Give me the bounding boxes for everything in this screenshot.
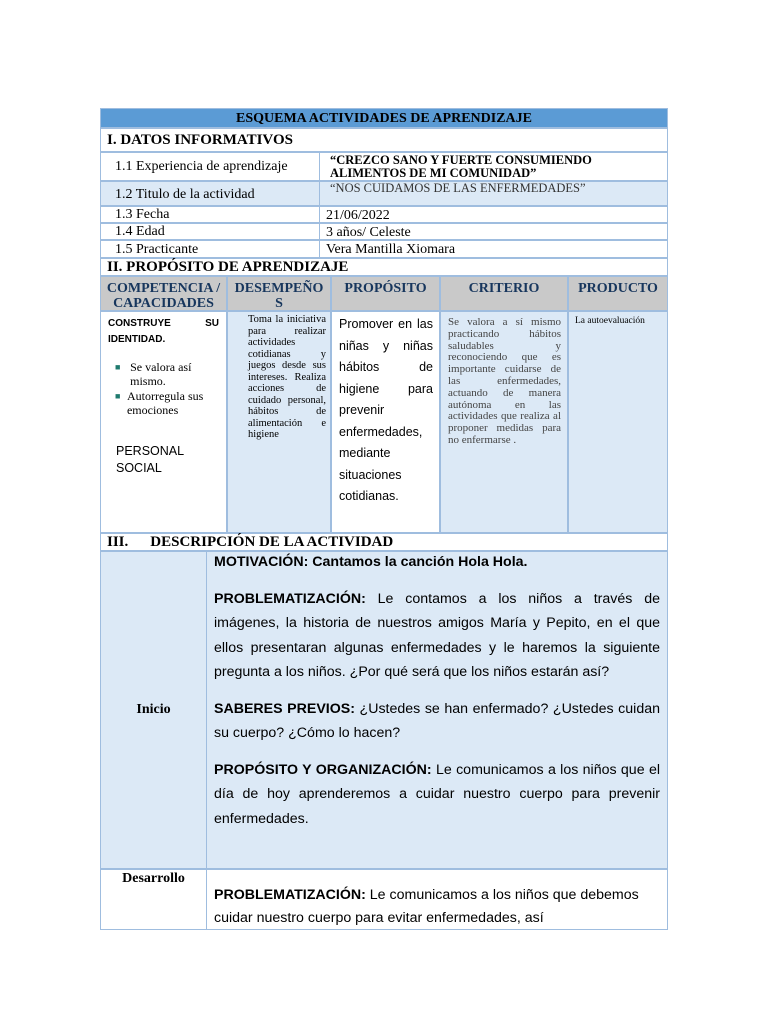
motivacion-paragraph <box>214 550 660 575</box>
list-item-text: Se valora así mismo. <box>130 360 192 388</box>
motivacion-label: MOTIVACIÓN: <box>214 554 309 570</box>
info-value: 21/06/2022 <box>326 208 390 223</box>
desarrollo-problematizacion-text: Le comunicamos a los niños que debemos cuidar nuestro cuerpo para evitar enfermedades, así <box>214 887 639 926</box>
cell-proposito: Promover en las niñas y niñas hábitos de higiene para prevenir enfermedades, mediante situaciones cotidianas. <box>331 311 440 533</box>
info-value: 3 años/ Celeste <box>326 225 411 240</box>
area-label: PERSONAL SOCIAL <box>116 444 184 475</box>
motivacion-text: Cantamos la canción Hola Hola. <box>312 554 528 570</box>
desarrollo-row <box>100 869 668 930</box>
info-label: 1.2 Titulo de la actividad <box>101 182 320 205</box>
proposito-label: PROPÓSITO Y ORGANIZACIÓN: <box>214 761 432 778</box>
list-item <box>108 360 219 388</box>
saberes-paragraph <box>214 697 660 746</box>
info-row-titulo <box>100 181 668 206</box>
info-value: “CREZCO SANO Y FUERTE CONSUMIENDO ALIMENTOS DE MI COMUNIDAD” <box>330 153 592 180</box>
desarrollo-problematizacion-paragraph <box>214 884 660 930</box>
desarrollo-content <box>206 869 668 930</box>
document-title: ESQUEMA ACTIVIDADES DE APRENDIZAJE <box>100 108 668 128</box>
header-producto: PRODUCTO <box>568 276 668 311</box>
header-proposito: PROPÓSITO <box>331 276 440 311</box>
section-1-heading: I. DATOS INFORMATIVOS <box>100 128 668 152</box>
proposito-text: Le comunicamos a los niños que el día de hoy aprenderemos a cuidar nuestro cuerpo para prevenir enfermedades. <box>214 761 660 827</box>
cell-criterio: Se valora a sí mismo practicando hábitos saludables y reconociendo que es importante cuidarse de las enfermedades, actuando de manera autónoma en las actividades que realiza al proponer medidas para no enfermarse . <box>440 311 568 533</box>
inicio-label: Inicio <box>100 551 207 869</box>
info-label: 1.3 Fecha <box>101 207 320 222</box>
cell-producto: La autoevaluación <box>568 311 668 533</box>
section-2-heading: II. PROPÓSITO DE APRENDIZAJE <box>100 258 668 276</box>
bullet-icon: ■ <box>115 362 121 372</box>
info-value: Vera Mantilla Xiomara <box>326 242 456 257</box>
info-label: 1.4 Edad <box>101 224 320 239</box>
problematizacion-paragraph <box>214 587 660 685</box>
list-item <box>108 389 219 417</box>
section-3-heading <box>100 533 668 551</box>
desarrollo-problematizacion-label: PROBLEMATIZACIÓN: <box>214 887 366 903</box>
section-3-number: III. <box>107 534 129 550</box>
cell-competencia <box>100 311 227 533</box>
inicio-row <box>100 551 668 869</box>
info-label: 1.5 Practicante <box>101 241 320 257</box>
header-desempenos: DESEMPEÑOS <box>227 276 331 311</box>
proposito-paragraph <box>214 758 660 832</box>
header-competencia: COMPETENCIA / CAPACIDADES <box>100 276 227 311</box>
purpose-table-body <box>100 311 668 533</box>
header-criterio: CRITERIO <box>440 276 568 311</box>
info-row-experiencia <box>100 152 668 181</box>
section-3-title: DESCRIPCIÓN DE LA ACTIVIDAD <box>150 534 394 550</box>
bullet-icon: ■ <box>115 391 121 401</box>
list-item-text: Autorregula sus emociones <box>126 389 204 417</box>
inicio-content <box>206 551 668 869</box>
saberes-text: ¿Ustedes se han enfermado? ¿Ustedes cuidan su cuerpo? ¿Cómo lo hacen? <box>214 700 660 741</box>
problematizacion-label: PROBLEMATIZACIÓN: <box>214 590 366 607</box>
competencia-title: CONSTRUYE SU IDENTIDAD. <box>108 318 219 345</box>
info-value: “NOS CUIDAMOS DE LAS ENFERMEDADES” <box>330 181 586 195</box>
info-row-edad <box>100 223 668 240</box>
info-row-fecha <box>100 206 668 223</box>
info-row-practicante <box>100 240 668 258</box>
capacidades-list <box>108 360 219 417</box>
saberes-label: SABERES PREVIOS: <box>214 700 355 717</box>
info-label: 1.1 Experiencia de aprendizaje <box>101 153 320 180</box>
problematizacion-text: Le contamos a los niños a través de imágenes, la historia de nuestros amigos María y Pepito, en el que ellos presentaran algunas enfermedades y le haremos la siguiente pregunta a los niños. ¿Por qué será que los niños estarán así? <box>214 590 660 680</box>
purpose-table-header <box>100 276 668 311</box>
desarrollo-label: Desarrollo <box>100 869 207 930</box>
cell-desempenos: Toma la iniciativa para realizar actividades cotidianas y juegos desde sus intereses. Realiza acciones de cuidado personal, hábitos de alimentación e higiene <box>227 311 331 533</box>
